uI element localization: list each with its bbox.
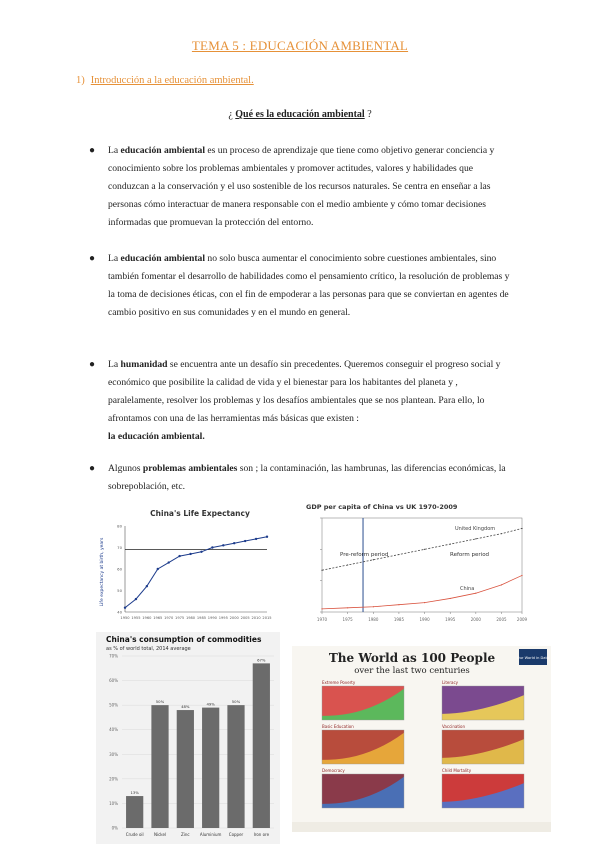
chart-title: China's consumption of commodities <box>106 635 262 644</box>
bullet-bold: educación ambiental <box>120 145 206 156</box>
bar <box>227 705 244 828</box>
plot-frame <box>322 518 522 612</box>
data-point <box>167 561 169 563</box>
data-point <box>373 559 374 560</box>
life-expectancy-chart <box>95 504 275 626</box>
panel-title: Basic Education <box>322 724 354 729</box>
data-point <box>424 549 425 550</box>
y-tick-label: 0% <box>111 825 118 831</box>
y-tick-label: 50 <box>117 588 122 593</box>
bullet-bold: problemas ambientales <box>142 463 238 474</box>
owid-badge-text: Our World in Data <box>516 656 550 660</box>
data-point <box>124 607 126 609</box>
question-close: ? <box>364 109 372 120</box>
x-tick-label: 1990 <box>419 617 430 622</box>
data-point <box>347 564 348 565</box>
bar-value-label: 50% <box>155 699 165 705</box>
bar <box>202 708 219 828</box>
panel-title: Vaccination <box>442 724 466 729</box>
commodities-svg <box>96 632 280 844</box>
bullet-text: no solo busca aumentar el conocimiento sobre cuestiones ambientales, sino también fomentar el desarrollo de habilidades como el pensamiento crítico, la resolución de problemas y la toma de decisiones éticas, con el fin de empoderar a las personas para que se conviertan en agentes de cambio positivo en sus comunidades y en el mundo en general. <box>108 253 510 318</box>
data-point <box>347 607 348 608</box>
life-expectancy-svg <box>95 504 275 626</box>
bullet-bold: humanidad <box>120 359 168 370</box>
x-tick-label: 1950 <box>120 616 130 620</box>
bullet-tail: la educación ambiental. <box>108 431 205 442</box>
bullet-dot-icon: ● <box>89 145 96 156</box>
bullet-dot-icon: ● <box>89 463 96 474</box>
x-tick-label: 2010 <box>251 616 261 620</box>
bullet-pre: La <box>108 253 121 264</box>
data-point <box>521 528 522 529</box>
category-label: Crude oil <box>125 832 144 837</box>
y-tick-label: 20% <box>109 776 118 782</box>
x-tick-label: 1995 <box>218 616 228 620</box>
series-line-china <box>322 575 522 608</box>
question-open: ¿ <box>228 109 236 120</box>
category-label: Zinc <box>181 832 190 837</box>
category-label: Copper <box>228 832 244 837</box>
data-point <box>398 554 399 555</box>
x-tick-label: 1970 <box>316 617 328 622</box>
x-tick-label: 2009 <box>516 617 528 622</box>
data-point <box>450 544 451 545</box>
x-tick-label: 2000 <box>229 616 239 620</box>
section-label: Introducción a la educación ambiental. <box>90 75 254 86</box>
x-tick-label: 1980 <box>185 616 196 620</box>
category-label: Nickel <box>153 832 167 837</box>
x-tick-label: 1985 <box>196 616 207 620</box>
data-point <box>321 608 322 609</box>
x-tick-label: 2015 <box>262 616 272 620</box>
bullet-item <box>89 250 516 322</box>
data-point <box>475 593 476 594</box>
data-point <box>501 533 502 534</box>
data-point <box>373 606 374 607</box>
commodities-chart <box>96 632 280 844</box>
gdp-svg <box>300 500 528 634</box>
panel-title: Democracy <box>322 768 345 773</box>
x-tick-label: 1975 <box>175 616 185 620</box>
bar-value-label: 49% <box>206 701 215 707</box>
y-tick-label: 40% <box>109 727 118 733</box>
bar-value-label: 13% <box>130 790 139 796</box>
data-point <box>475 538 476 539</box>
footer-strip <box>292 822 551 832</box>
question-text: Qué es la educación ambiental <box>235 109 365 120</box>
data-point <box>321 570 322 571</box>
y-axis-label: Life expectancy at birth, years <box>100 537 105 607</box>
y-tick-label: 10% <box>109 800 118 806</box>
x-tick-label: 1965 <box>153 616 163 620</box>
section-heading <box>76 75 254 86</box>
x-tick-label: 1980 <box>368 617 379 622</box>
x-tick-label: 1995 <box>445 617 456 622</box>
bullet-bold: educación ambiental <box>120 253 206 264</box>
world-100-svg <box>292 646 551 832</box>
chart-subtitle: as % of world total, 2014 average <box>106 646 191 652</box>
y-tick-label: 60 <box>117 566 122 572</box>
bullet-text: se encuentra ante un desafío sin precedentes. Queremos conseguir el progreso social y económico que posibilite la calidad de vida y el bienestar para los habitantes del planeta y , paralelamente, resolver los problemas y los desafíos ambientales que se nos plantean. Para ello, lo afrontamos con una de las herramientas más básicas que existen : <box>108 359 501 424</box>
bar <box>253 663 270 828</box>
x-tick-label: 1960 <box>142 616 152 620</box>
annotation-reform: Reform period <box>450 552 490 558</box>
data-point <box>501 584 502 585</box>
bar-value-label: 67% <box>257 657 266 663</box>
data-point <box>255 538 257 540</box>
bar <box>126 796 143 828</box>
legend-china: China <box>460 586 475 592</box>
x-tick-label: 1990 <box>207 616 217 620</box>
data-point <box>211 546 213 548</box>
panel-title: Literacy <box>442 680 459 685</box>
bullet-dot-icon: ● <box>89 359 96 370</box>
question-heading <box>0 109 600 120</box>
x-tick-label: 2005 <box>496 617 507 622</box>
series-line <box>125 537 267 608</box>
data-point <box>424 602 425 603</box>
y-tick-label: 40 <box>117 609 122 615</box>
category-label: Aluminium <box>199 832 222 837</box>
x-tick-label: 2000 <box>470 617 481 622</box>
bullet-dot-icon: ● <box>89 253 96 264</box>
infographic-title: The World as 100 People <box>328 651 496 665</box>
chart-title: China's Life Expectancy <box>150 509 250 518</box>
y-tick-label: 50% <box>109 702 118 708</box>
bar-value-label: 48% <box>181 704 190 710</box>
bar-value-label: 50% <box>231 699 241 705</box>
bullet-item <box>89 142 516 232</box>
bullet-pre: Algunos <box>108 463 143 474</box>
x-tick-label: 2005 <box>240 616 250 620</box>
panel-title: Extreme Poverty <box>322 680 356 685</box>
data-point <box>157 568 159 570</box>
y-tick-label: 60% <box>109 678 118 684</box>
bullet-pre: La <box>108 359 121 370</box>
category-label: Iron ore <box>253 832 270 837</box>
bullet-item <box>89 460 516 496</box>
data-point <box>189 553 191 555</box>
panel-title: Child Mortality <box>442 768 472 773</box>
data-point <box>200 551 202 553</box>
data-point <box>450 598 451 599</box>
x-tick-label: 1970 <box>164 616 174 620</box>
y-tick-label: 70% <box>109 653 118 659</box>
y-tick-label: 30% <box>109 751 118 757</box>
data-point <box>222 544 224 546</box>
series-line-uk <box>322 528 522 570</box>
y-tick-label: 80 <box>117 523 122 529</box>
x-tick-label: 1985 <box>393 617 405 622</box>
x-tick-label: 1975 <box>342 617 353 622</box>
y-tick-label: 70 <box>117 545 122 550</box>
bullet-item <box>89 356 516 446</box>
legend-uk: United Kingdom <box>455 526 496 532</box>
annotation-pre-reform: Pre-reform period <box>340 552 389 558</box>
bar <box>151 705 168 828</box>
data-point <box>146 585 148 587</box>
data-point <box>233 542 235 544</box>
data-point <box>266 536 268 538</box>
data-point <box>135 598 137 600</box>
bullet-text: son ; la contaminación, las hambrunas, las diferencias económicas, la sobrepoblación, etc. <box>108 463 506 492</box>
bullet-pre: La <box>108 145 121 156</box>
data-point <box>521 575 522 576</box>
data-point <box>398 604 399 605</box>
data-point <box>244 540 246 542</box>
bar <box>177 710 194 828</box>
bullet-text: es un proceso de aprendizaje que tiene como objetivo generar conciencia y conocimiento sobre los problemas ambientales y promover actitudes, valores y habilidades que conduzcan a la conservación y el uso sostenible de los recursos naturales. Se centra en enseñar a las personas cómo interactuar de manera responsable con el medio ambiente y cómo tomar decisiones informadas que promuevan la protección del entorno. <box>108 145 495 228</box>
data-point <box>178 555 180 557</box>
infographic-subtitle: over the last two centuries <box>354 666 470 676</box>
page-title: TEMA 5 : EDUCACIÓN AMBIENTAL <box>191 38 409 53</box>
gdp-chart <box>300 500 528 634</box>
section-number: 1) <box>76 75 85 86</box>
x-tick-label: 1955 <box>131 616 141 620</box>
world-100-people-infographic <box>292 646 551 832</box>
chart-title: GDP per capita of China vs UK 1970-2009 <box>306 503 458 511</box>
